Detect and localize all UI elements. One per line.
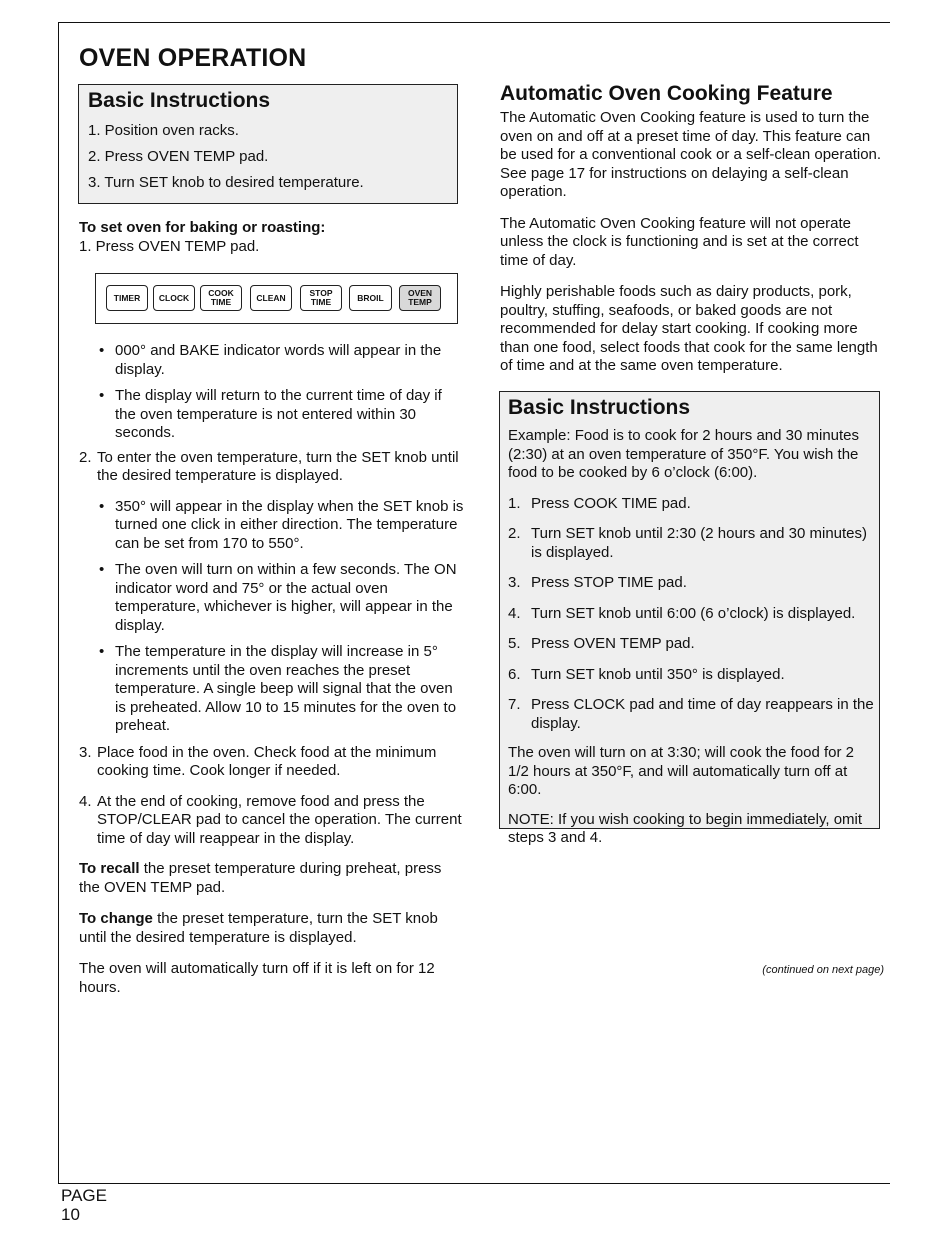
auto-off-paragraph: The oven will automatically turn off if it is left on for 12 hours. xyxy=(79,960,435,996)
bullet-text: The oven will turn on within a few seconds. The ON indicator word and 75° or the actual oven temperature, whichever is higher, will appear in the display. xyxy=(115,561,457,634)
page-frame-bottom xyxy=(58,1183,890,1184)
set-oven-heading: To set oven for baking or roasting: xyxy=(79,219,326,236)
cook-time-key[interactable]: COOK TIME xyxy=(200,285,242,311)
basic-instructions-box-left xyxy=(78,84,458,204)
step-number: 5. xyxy=(508,635,521,652)
step-number: 2. xyxy=(508,525,521,542)
step-number: 4. xyxy=(508,604,521,622)
step-text: Turn SET knob until 350° is displayed. xyxy=(531,665,785,683)
change-text: the preset temperature, turn the SET knob until the desired temperature is displayed. xyxy=(79,910,438,946)
page-title: OVEN OPERATION xyxy=(79,44,307,72)
step-number: 3. xyxy=(508,574,521,591)
left-step-1: 1. Position oven racks. xyxy=(88,122,239,139)
note-paragraph: NOTE: If you wish cooking to begin immediately, omit steps 3 and 4. xyxy=(508,810,863,846)
bullet-text: 350° will appear in the display when the SET knob is turned one click in either direction. The temperature can be set from 170 to 550°. xyxy=(115,497,464,552)
step-text: At the end of cooking, remove food and press the STOP/CLEAR pad to cancel the operation. The current time of day will reappear in the display. xyxy=(97,792,462,847)
page-number: 10 xyxy=(61,1205,80,1224)
step-text: Press OVEN TEMP pad. xyxy=(531,635,695,652)
after-paragraph: The oven will turn on at 3:30; will cook the food for 2 1/2 hours at 350°F, and will automatically turn off at 6:00. xyxy=(508,744,855,798)
change-bold: To change xyxy=(79,910,153,927)
stop-time-key[interactable]: STOP TIME xyxy=(300,285,342,311)
bullet-item: • The oven will turn on within a few seconds. The ON indicator word and 75° or the actual oven temperature, whichever is higher, will appear in the display. xyxy=(99,561,464,635)
set-oven-intro xyxy=(79,219,464,256)
right-step xyxy=(508,605,876,624)
page-frame-top xyxy=(58,22,890,23)
right-step xyxy=(508,696,876,733)
recall-bold: To recall xyxy=(79,860,140,877)
basic-instructions-heading: Basic Instructions xyxy=(508,396,691,419)
right-step xyxy=(508,666,876,685)
broil-key[interactable]: BROIL xyxy=(349,285,392,311)
right-step xyxy=(508,574,876,593)
step-text: Press STOP TIME pad. xyxy=(531,574,687,591)
right-step xyxy=(508,495,876,514)
step-text: To enter the oven temperature, turn the SET knob until the desired temperature is displayed. xyxy=(97,448,459,484)
left-step-2: 2. Press OVEN TEMP pad. xyxy=(88,148,269,165)
automatic-para-3: Highly perishable foods such as dairy products, pork, poultry, stuffing, seafoods, or baked goods are not recommended for delay start cooking. If cooking more than one food, select foods that cook for the same length of time and at the same oven temperature. xyxy=(500,283,878,374)
recall-paragraph xyxy=(79,860,464,897)
step-text: Press COOK TIME pad. xyxy=(531,494,691,512)
step-number: 4. xyxy=(79,792,92,810)
step-number: 2. xyxy=(79,448,92,466)
bullet-text: 000° and BAKE indicator words will appear in the display. xyxy=(115,342,442,378)
timer-key[interactable]: TIMER xyxy=(106,285,148,311)
automatic-cooking-section xyxy=(500,82,884,376)
set-oven-step-3 xyxy=(79,744,464,781)
bullet-text: The display will return to the current time of day if the oven temperature is not entered within 30 seconds. xyxy=(115,387,442,441)
step-text: Place food in the oven. Check food at the minimum cooking time. Cook longer if needed. xyxy=(97,743,437,779)
oven-temp-key[interactable]: OVEN TEMP xyxy=(399,285,441,311)
clean-key[interactable]: CLEAN xyxy=(250,285,292,311)
basic-instructions-box-right xyxy=(499,391,880,846)
set-oven-step-2 xyxy=(79,449,464,486)
page-number-label xyxy=(61,1186,107,1224)
right-step xyxy=(508,635,876,654)
bullet-item: • The temperature in the display will increase in 5° increments until the oven reaches the preset temperature. A single beep will signal that the oven is preheated. Allow 10 to 15 minutes for the oven to preheat. xyxy=(99,643,464,736)
example-paragraph: Example: Food is to cook for 2 hours and 30 minutes (2:30) at an oven temperature of 350°F. You wish the food to be cooked by 6 o’clock (6:00). xyxy=(508,427,860,481)
bullet-item: • The display will return to the current time of day if the oven temperature is not entered within 30 seconds. xyxy=(99,387,464,443)
automatic-para-1: The Automatic Oven Cooking feature is used to turn the oven on and off at a preset time of day. This feature can be used for a conventional cook or a self-clean operation. See page 17 for instructions on delaying a self-clean operation. xyxy=(500,109,882,200)
clock-key[interactable]: CLOCK xyxy=(153,285,195,311)
change-paragraph xyxy=(79,910,464,947)
step-text: Turn SET knob until 6:00 (6 o’clock) is displayed. xyxy=(531,604,856,622)
page-label: PAGE xyxy=(61,1186,107,1205)
set-oven-step-1: 1. Press OVEN TEMP pad. xyxy=(79,237,260,255)
right-step xyxy=(508,525,876,562)
bullet-item: • 350° will appear in the display when the SET knob is turned one click in either direction. The temperature can be set from 170 to 550°. xyxy=(99,497,464,552)
step-text: Turn SET knob until 2:30 (2 hours and 30 minutes) is displayed. xyxy=(531,525,868,561)
automatic-para-2: The Automatic Oven Cooking feature will not operate unless the clock is functioning and is set at the correct time of day. xyxy=(500,214,859,269)
step-number: 7. xyxy=(508,696,521,713)
set-oven-instructions xyxy=(79,342,464,997)
bullet-item: • 000° and BAKE indicator words will appear in the display. xyxy=(99,342,464,379)
bullet-text: The temperature in the display will increase in 5° increments until the oven reaches the preset temperature. A single beep will signal that the oven is preheated. Allow 10 to 15 minutes for the oven to preheat. xyxy=(115,643,457,734)
automatic-heading: Automatic Oven Cooking Feature xyxy=(500,82,833,105)
step-number: 6. xyxy=(508,665,521,683)
recall-text: the preset temperature during preheat, press the OVEN TEMP pad. xyxy=(79,860,442,896)
step-number: 3. xyxy=(79,743,92,761)
basic-instructions-heading: Basic Instructions xyxy=(88,89,271,112)
control-keypad xyxy=(95,273,458,324)
page-frame-left xyxy=(58,22,59,1184)
step-number: 1. xyxy=(508,494,521,512)
left-step-3: 3. Turn SET knob to desired temperature. xyxy=(88,174,364,191)
continued-note: (continued on next page) xyxy=(762,964,884,976)
step-text: Press CLOCK pad and time of day reappears in the display. xyxy=(531,696,874,732)
set-oven-step-4 xyxy=(79,793,464,849)
